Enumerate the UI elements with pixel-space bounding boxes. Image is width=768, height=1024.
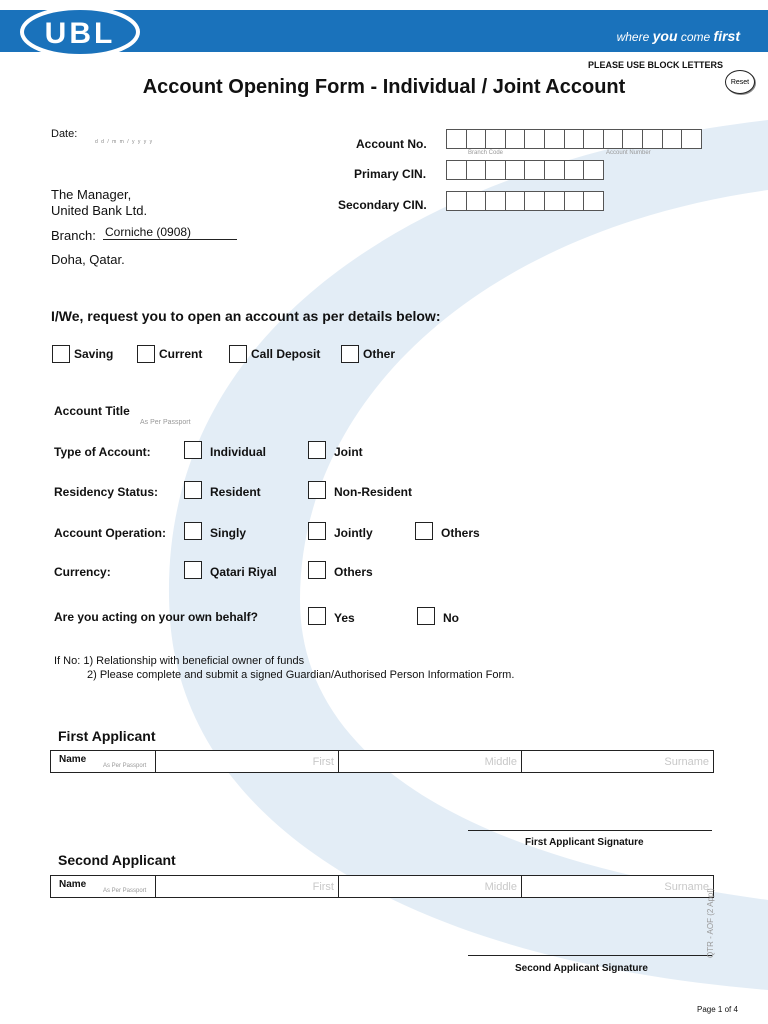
saving-checkbox[interactable]: [52, 345, 70, 363]
second-applicant-surname-input[interactable]: [522, 876, 713, 897]
current-checkbox[interactable]: [137, 345, 155, 363]
address-line2: United Bank Ltd.: [51, 203, 148, 218]
qatari-riyal-checkbox[interactable]: [184, 561, 202, 579]
name-label-cell: [51, 751, 156, 772]
current-label: Current: [159, 347, 203, 361]
second-applicant-signature-label: Second Applicant Signature: [515, 963, 648, 974]
individual-checkbox[interactable]: [184, 441, 202, 459]
singly-label: Singly: [210, 526, 247, 540]
currency-others-label: Others: [334, 565, 373, 579]
page-number: Page 1 of 4: [697, 1005, 738, 1014]
name-label: Name: [59, 879, 87, 890]
jointly-label: Jointly: [334, 526, 373, 540]
account-operation-label: Account Operation:: [54, 526, 167, 540]
singly-checkbox[interactable]: [184, 522, 202, 540]
if-no-line2: 2) Please complete and submit a signed Guardian/Authorised Person Information Form.: [87, 669, 515, 681]
account-no-label: Account No.: [356, 137, 427, 151]
name-label-cell: [51, 876, 156, 897]
qatari-riyal-label: Qatari Riyal: [210, 565, 277, 579]
tagline-where: where: [616, 30, 650, 44]
date-label: Date:: [51, 128, 78, 140]
date-format-hint: d d / m m / y y y y: [95, 139, 154, 145]
account-number-hint: Account Number: [606, 150, 651, 156]
form-code: QTR - AOF (2 Appl): [706, 888, 715, 958]
middle-name-cell: [339, 751, 522, 772]
branch-label: Branch:: [51, 228, 96, 243]
branch-code-hint: Branch Code: [468, 150, 504, 156]
primary-cin-label: Primary CIN.: [354, 167, 427, 181]
name-label: Name: [59, 754, 87, 765]
joint-label: Joint: [334, 445, 363, 459]
first-name-cell: [156, 876, 339, 897]
operation-others-label: Others: [441, 526, 480, 540]
first-applicant-signature-label: First Applicant Signature: [525, 837, 644, 848]
own-behalf-no-checkbox[interactable]: [417, 607, 435, 625]
surname-cell: [522, 751, 713, 772]
page-title: Account Opening Form - Individual / Joint Account: [142, 76, 626, 98]
if-no-line1: If No: 1) Relationship with beneficial owner of funds: [54, 655, 305, 667]
svg-text:UBL: UBL: [44, 17, 116, 50]
second-applicant-heading: Second Applicant: [58, 852, 176, 868]
primary-cin-boxes[interactable]: [446, 160, 604, 180]
residency-status-label: Residency Status:: [54, 485, 159, 499]
resident-label: Resident: [210, 485, 261, 499]
middle-name-cell: [339, 876, 522, 897]
ubl-logo: [14, 2, 144, 58]
tagline-you: you: [652, 28, 678, 44]
secondary-cin-boxes[interactable]: [446, 191, 604, 211]
own-behalf-yes-checkbox[interactable]: [308, 607, 326, 625]
surname-cell: [522, 876, 713, 897]
branch-field[interactable]: Corniche (0908): [103, 225, 237, 240]
own-behalf-label: Are you acting on your own behalf?: [54, 610, 259, 624]
secondary-cin-label: Secondary CIN.: [338, 198, 427, 212]
tagline-first: first: [713, 28, 740, 44]
name-hint: As Per Passport: [103, 888, 147, 894]
block-letters-note: PLEASE USE BLOCK LETTERS: [588, 60, 724, 70]
other-checkbox[interactable]: [341, 345, 359, 363]
address-line4: Doha, Qatar.: [51, 252, 125, 267]
name-hint: As Per Passport: [103, 763, 147, 769]
individual-label: Individual: [210, 445, 267, 459]
beneficial-owner-input[interactable]: [334, 652, 715, 665]
type-of-account-label: Type of Account:: [54, 445, 151, 459]
first-applicant-middle-name-input[interactable]: [339, 751, 521, 772]
address-line1: The Manager,: [51, 187, 132, 202]
own-behalf-no-label: No: [443, 611, 459, 625]
non-resident-label: Non-Resident: [334, 485, 412, 499]
second-applicant-first-name-input[interactable]: [156, 876, 338, 897]
first-name-cell: [156, 751, 339, 772]
tagline: [617, 28, 740, 44]
jointly-checkbox[interactable]: [308, 522, 326, 540]
call-deposit-label: Call Deposit: [251, 347, 321, 361]
first-applicant-signature-line[interactable]: [468, 830, 712, 831]
account-title-label: Account Title: [54, 404, 130, 418]
first-applicant-heading: First Applicant: [58, 728, 156, 744]
second-applicant-signature-line[interactable]: [468, 955, 712, 956]
second-applicant-name-table: [50, 875, 714, 898]
other-account-input[interactable]: [398, 347, 714, 362]
account-title-input[interactable]: [138, 400, 714, 416]
saving-label: Saving: [74, 347, 114, 361]
tagline-come: come: [680, 30, 711, 44]
request-text: I/We, request you to open an account as per details below:: [51, 308, 441, 324]
currency-others-input[interactable]: [381, 561, 715, 576]
operation-others-input[interactable]: [487, 522, 716, 537]
currency-label: Currency:: [54, 565, 111, 579]
own-behalf-yes-label: Yes: [334, 611, 355, 625]
account-title-hint: As Per Passport: [140, 419, 191, 426]
second-applicant-middle-name-input[interactable]: [339, 876, 521, 897]
first-applicant-first-name-input[interactable]: [156, 751, 338, 772]
date-input[interactable]: [80, 125, 199, 139]
first-applicant-name-table: [50, 750, 714, 773]
non-resident-checkbox[interactable]: [308, 481, 326, 499]
resident-checkbox[interactable]: [184, 481, 202, 499]
currency-others-checkbox[interactable]: [308, 561, 326, 579]
operation-others-checkbox[interactable]: [415, 522, 433, 540]
other-label: Other: [363, 347, 396, 361]
first-applicant-surname-input[interactable]: [522, 751, 713, 772]
account-no-boxes[interactable]: [446, 129, 702, 149]
reset-button[interactable]: Reset: [725, 70, 755, 94]
call-deposit-checkbox[interactable]: [229, 345, 247, 363]
joint-checkbox[interactable]: [308, 441, 326, 459]
